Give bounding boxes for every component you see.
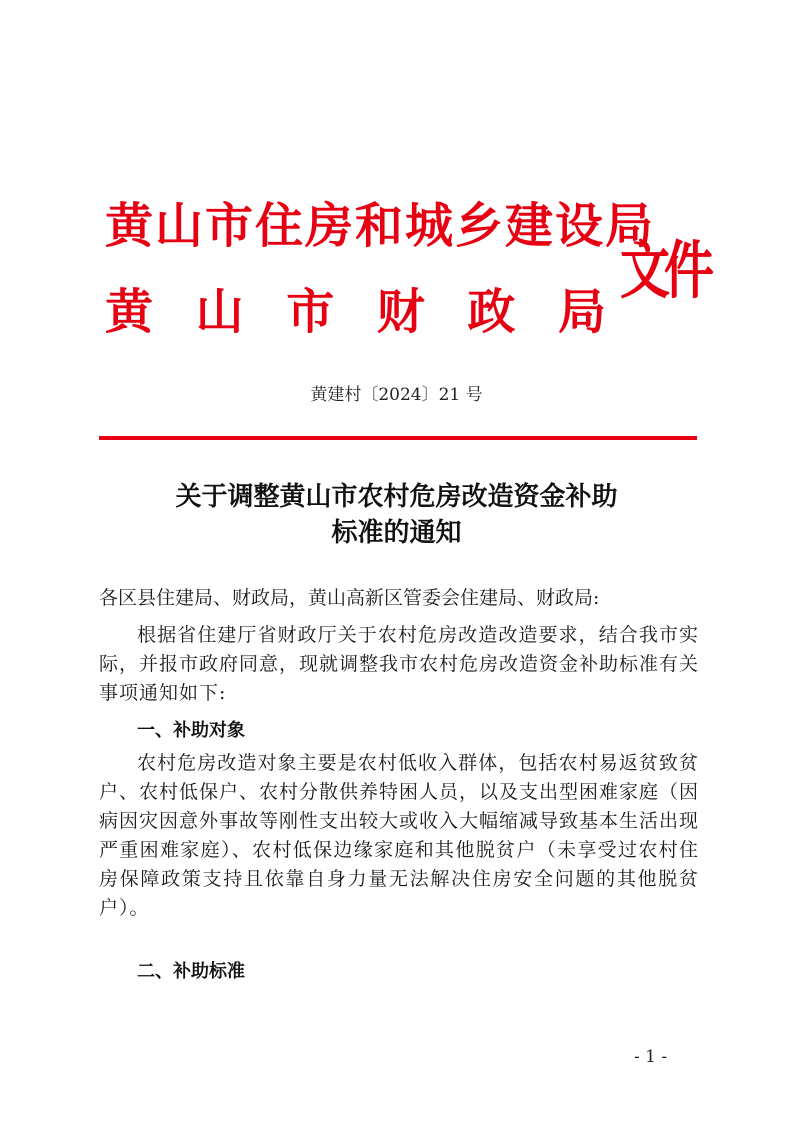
salutation: 各区县住建局、财政局，黄山高新区管委会住建局、财政局: (99, 587, 600, 609)
issuer-char: 市 (286, 284, 335, 340)
issuer-char: 黄 (105, 284, 154, 340)
issuer-line-finance-bureau (105, 282, 605, 342)
document-title (0, 479, 793, 551)
document-type-mark: 文件 (620, 234, 708, 307)
issuer-char: 山 (195, 284, 244, 340)
subsidy-targets-paragraph: 农村危房改造对象主要是农村低收入群体，包括农村易返贫致贫户、农村低保户、农村分散供养特困人员，以及支出型困难家庭（因病因灾因意外事故等刚性支出较大或收入大幅缩减导致基本生活出现严重困难家庭）、农村低保边缘家庭和其他脱贫户（未享受过农村住房保障政策支持且依靠自身力量无法解决住房安全问题的其他脱贫户）。 (99, 752, 700, 919)
title-line-2: 标准的通知 (331, 518, 462, 548)
red-separator-line (99, 436, 697, 440)
issuer-char: 财 (376, 284, 425, 340)
issuer-line-housing-bureau: 黄山市住房和城乡建设局 (105, 198, 656, 254)
page-number: - 1 - (634, 1047, 668, 1067)
title-line-1: 关于调整黄山市农村危房改造资金补助 (175, 482, 618, 512)
document-number: 黄建村〔2024〕21 号 (310, 385, 483, 405)
issuer-char: 局 (557, 284, 606, 340)
section-heading-subsidy-targets: 一、补助对象 (137, 720, 245, 741)
intro-paragraph: 根据省住建厅省财政厅关于农村危房改造改造要求，结合我市实际，并报市政府同意，现就调整我市农村危房改造资金补助标准有关事项通知如下: (99, 624, 700, 704)
issuer-char: 政 (467, 284, 516, 340)
section-heading-subsidy-standards: 二、补助标准 (137, 961, 245, 982)
